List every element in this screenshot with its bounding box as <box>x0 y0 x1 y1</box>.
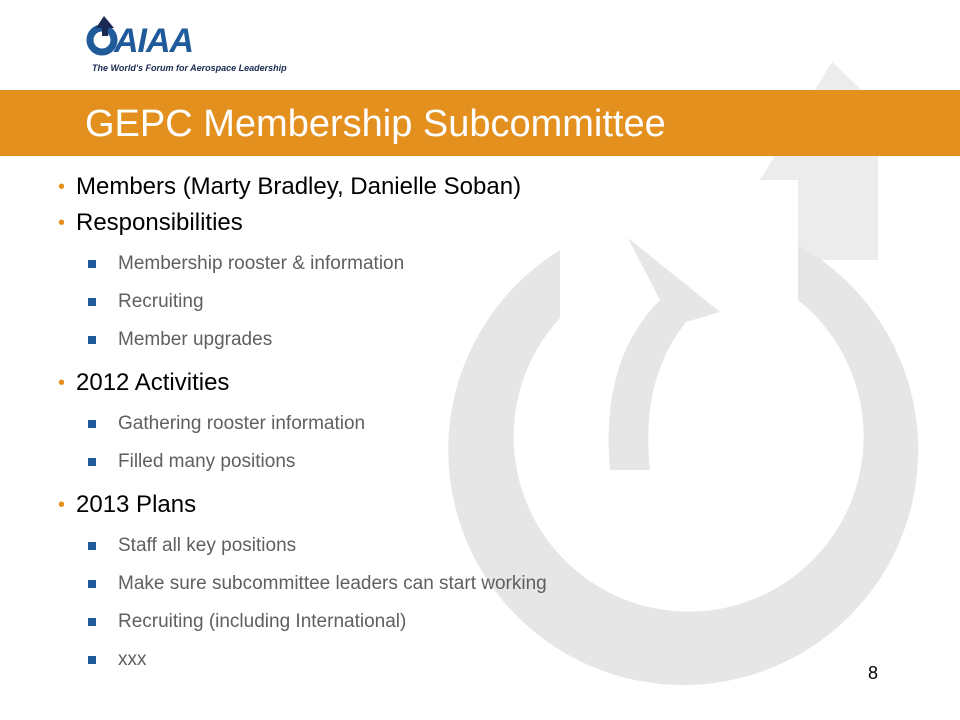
list-item-text: Recruiting <box>118 291 204 312</box>
page-number: 8 <box>868 663 879 683</box>
list-item-text: Filled many positions <box>118 451 296 472</box>
square-bullet <box>88 420 96 428</box>
list-item <box>58 534 858 558</box>
section-label: Members (Marty Bradley, Danielle Soban) <box>76 173 522 200</box>
square-bullet <box>88 260 96 268</box>
list-item <box>58 450 858 474</box>
list-item <box>58 572 858 596</box>
logo-tagline: The World's Forum for Aerospace Leadership <box>92 63 287 73</box>
slide-content <box>58 172 858 672</box>
square-bullet <box>88 542 96 550</box>
square-bullet <box>88 656 96 664</box>
section-responsibilities <box>58 208 858 238</box>
section-label: 2013 Plans <box>76 491 197 518</box>
square-bullet <box>88 580 96 588</box>
list-item-text: Member upgrades <box>118 329 273 350</box>
bullet-dot: • <box>58 494 66 516</box>
list-item <box>58 648 858 672</box>
list-item-text: Make sure subcommittee leaders can start working <box>118 573 547 594</box>
aiaa-logo <box>82 14 287 78</box>
list-item <box>58 290 858 314</box>
list-item <box>58 610 858 634</box>
section-label: 2012 Activities <box>76 369 230 396</box>
bullet-dot: • <box>58 176 66 198</box>
list-item <box>58 252 858 276</box>
section-label: Responsibilities <box>76 209 243 236</box>
list-item <box>58 412 858 436</box>
section-members <box>58 172 858 202</box>
list-item-text: Membership rooster & information <box>118 253 405 274</box>
square-bullet <box>88 336 96 344</box>
list-item-text: Staff all key positions <box>118 535 297 556</box>
logo-letters: AIAA <box>114 22 194 60</box>
list-item-text: xxx <box>118 649 147 670</box>
bullet-dot: • <box>58 372 66 394</box>
square-bullet <box>88 298 96 306</box>
list-item-text: Gathering rooster information <box>118 413 366 434</box>
list-item-text: Recruiting (including International) <box>118 611 407 632</box>
section-2013-plans <box>58 490 858 520</box>
section-2012-activities <box>58 368 858 398</box>
slide-title: GEPC Membership Subcommittee <box>85 103 666 145</box>
list-item <box>58 328 858 352</box>
bullet-dot: • <box>58 212 66 234</box>
square-bullet <box>88 458 96 466</box>
square-bullet <box>88 618 96 626</box>
